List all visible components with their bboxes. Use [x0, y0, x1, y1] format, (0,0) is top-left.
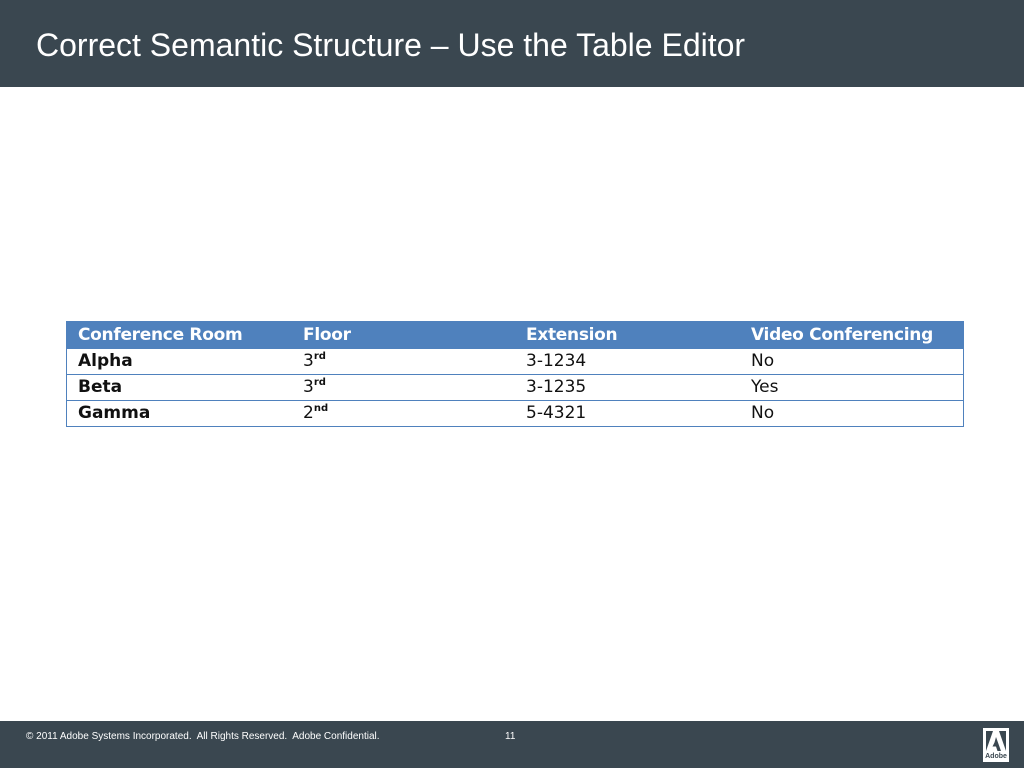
extension-cell: 5-4321 [515, 401, 740, 427]
slide-header [0, 0, 1024, 87]
slide-footer [0, 721, 1024, 768]
extension-cell: 3-1235 [515, 375, 740, 401]
conference-room-table [66, 321, 964, 427]
page-number: 11 [505, 731, 516, 742]
column-header-extension: Extension [515, 322, 740, 349]
data-table [67, 322, 963, 426]
floor-ordinal-suffix: rd [313, 351, 326, 362]
video-conferencing-cell: No [740, 401, 963, 427]
adobe-logo-icon [986, 731, 1006, 751]
floor-number: 3 [303, 377, 314, 397]
floor-number: 3 [303, 351, 314, 371]
video-conferencing-cell: No [740, 349, 963, 375]
adobe-logo-wordmark: Adobe [985, 753, 1007, 760]
floor-cell [292, 375, 515, 401]
floor-cell [292, 349, 515, 375]
floor-number: 2 [303, 403, 314, 423]
room-cell: Alpha [67, 349, 292, 375]
table-row [67, 401, 963, 427]
floor-ordinal-suffix: rd [313, 377, 326, 388]
table-row [67, 375, 963, 401]
copyright-notice: © 2011 Adobe Systems Incorporated. All Rights Reserved. Adobe Confidential. [26, 731, 380, 742]
room-cell: Beta [67, 375, 292, 401]
extension-cell: 3-1234 [515, 349, 740, 375]
slide-title: Correct Semantic Structure – Use the Table Editor [36, 27, 746, 63]
room-cell: Gamma [67, 401, 292, 427]
column-header-conference-room: Conference Room [67, 322, 292, 349]
adobe-logo [983, 728, 1009, 762]
table-header-row [67, 322, 963, 349]
floor-ordinal-suffix: nd [313, 403, 329, 414]
table-row [67, 349, 963, 375]
column-header-video-conferencing: Video Conferencing [740, 322, 963, 349]
floor-cell [292, 401, 515, 427]
column-header-floor: Floor [292, 322, 515, 349]
video-conferencing-cell: Yes [740, 375, 963, 401]
